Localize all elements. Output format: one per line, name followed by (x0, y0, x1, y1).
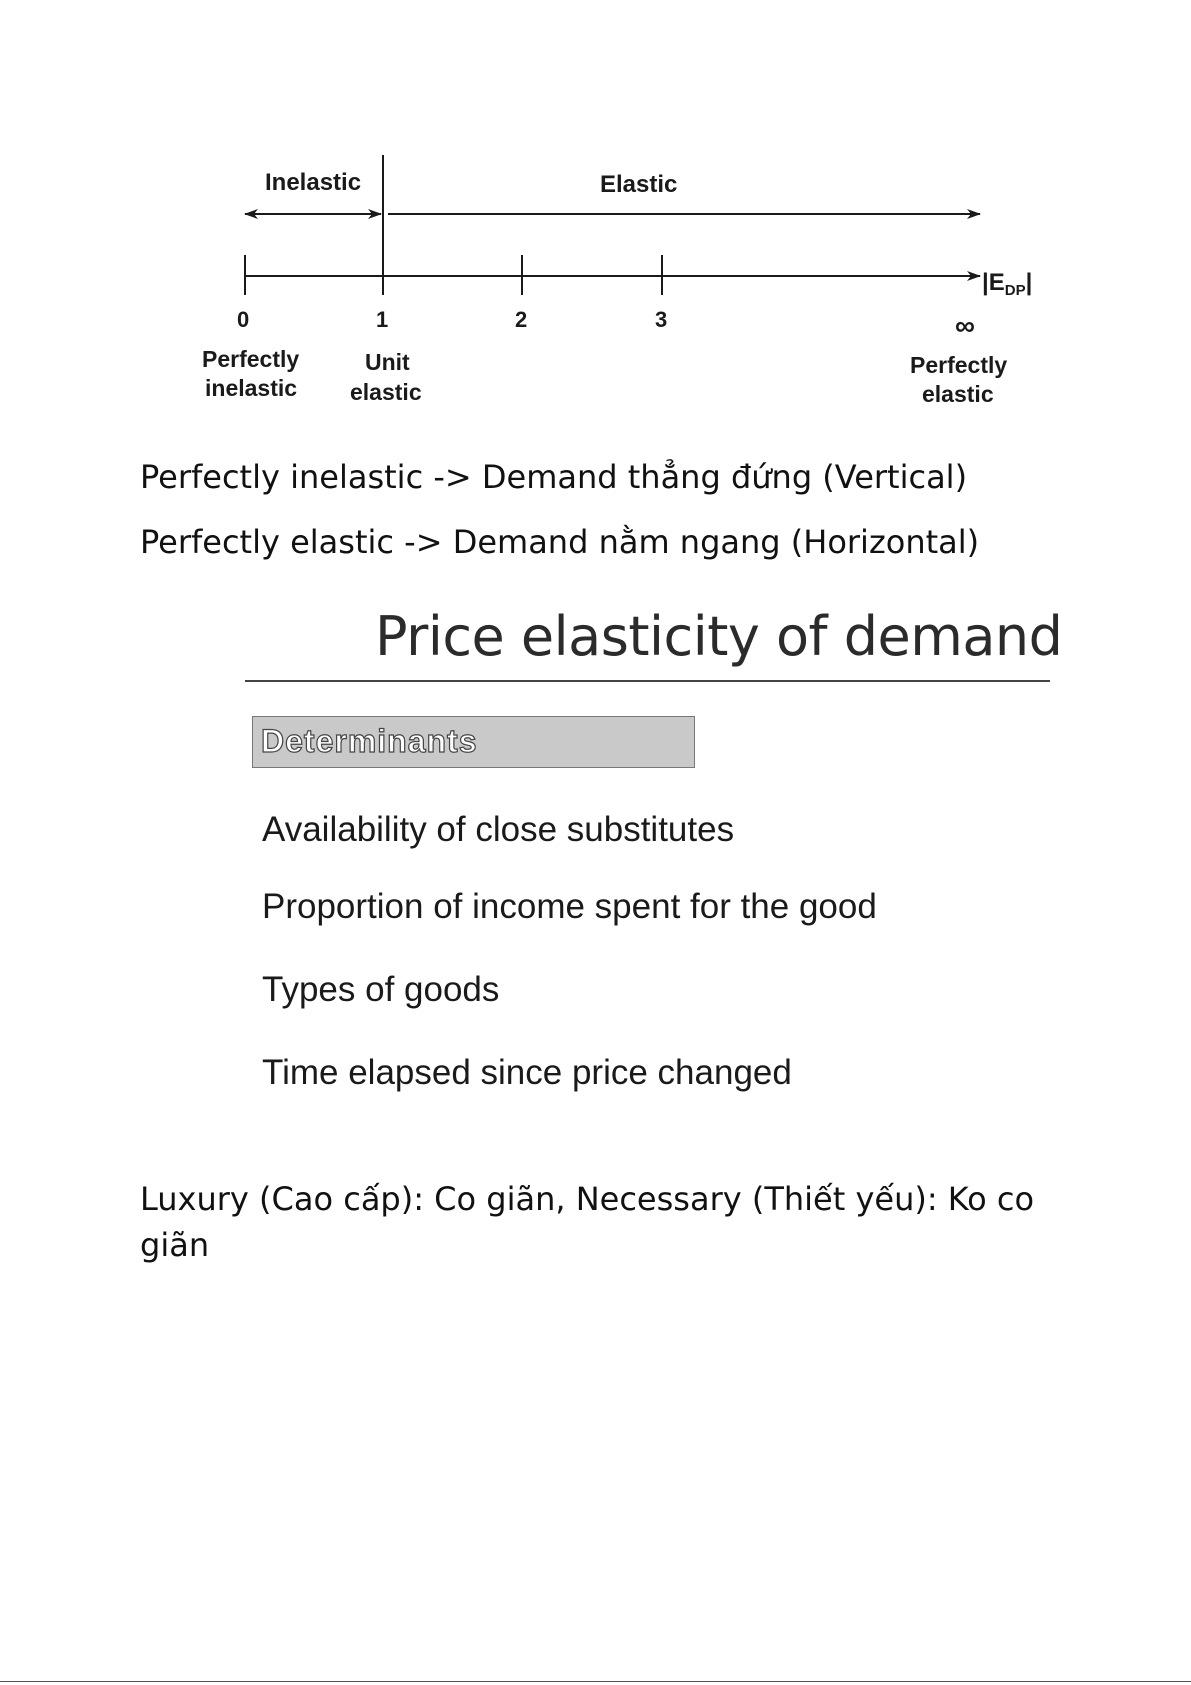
slide-title-rule (245, 680, 1050, 682)
caption-perfectly-elastic-1: Perfectly (910, 352, 1008, 378)
determinant-item: Availability of close substitutes (262, 810, 735, 849)
caption-perfectly-inelastic-1: Perfectly (202, 346, 300, 372)
tick-label-0: 0 (237, 307, 250, 332)
note-perfectly-elastic: Perfectly elastic -> Demand nằm ngang (Horizontal) (140, 523, 980, 561)
caption-perfectly-inelastic-2: inelastic (205, 375, 298, 401)
slide-title: Price elasticity of demand (375, 605, 1063, 668)
determinant-item: Proportion of income spent for the good (262, 887, 877, 926)
inelastic-range-label: Inelastic (265, 169, 362, 196)
determinant-item: Types of goods (262, 970, 500, 1009)
page-bottom-rule (0, 1681, 1191, 1682)
determinants-heading: Determinants (261, 723, 478, 759)
determinants-heading-box (252, 716, 695, 768)
determinant-item: Time elapsed since price changed (262, 1053, 792, 1092)
tick-label-2: 2 (515, 307, 528, 332)
tick-label-3: 3 (655, 307, 668, 332)
caption-perfectly-elastic-2: elastic (922, 381, 994, 407)
note-perfectly-inelastic: Perfectly inelastic -> Demand thẳng đứng (Vertical) (140, 458, 968, 496)
tick-label-1: 1 (376, 307, 389, 332)
caption-unit-elastic-1: Unit (365, 349, 410, 375)
caption-unit-elastic-2: elastic (350, 379, 422, 405)
axis-label: $|E_{DP}|$ (982, 269, 1033, 299)
note-luxury-necessary: Luxury (Cao cấp): Co giãn, Necessary (Thiết yếu): Ko co giãn (140, 1180, 1035, 1264)
elasticity-diagram (0, 0, 1191, 430)
elastic-range-label: Elastic (600, 171, 678, 198)
tick-label-infinity: ∞ (955, 310, 975, 341)
